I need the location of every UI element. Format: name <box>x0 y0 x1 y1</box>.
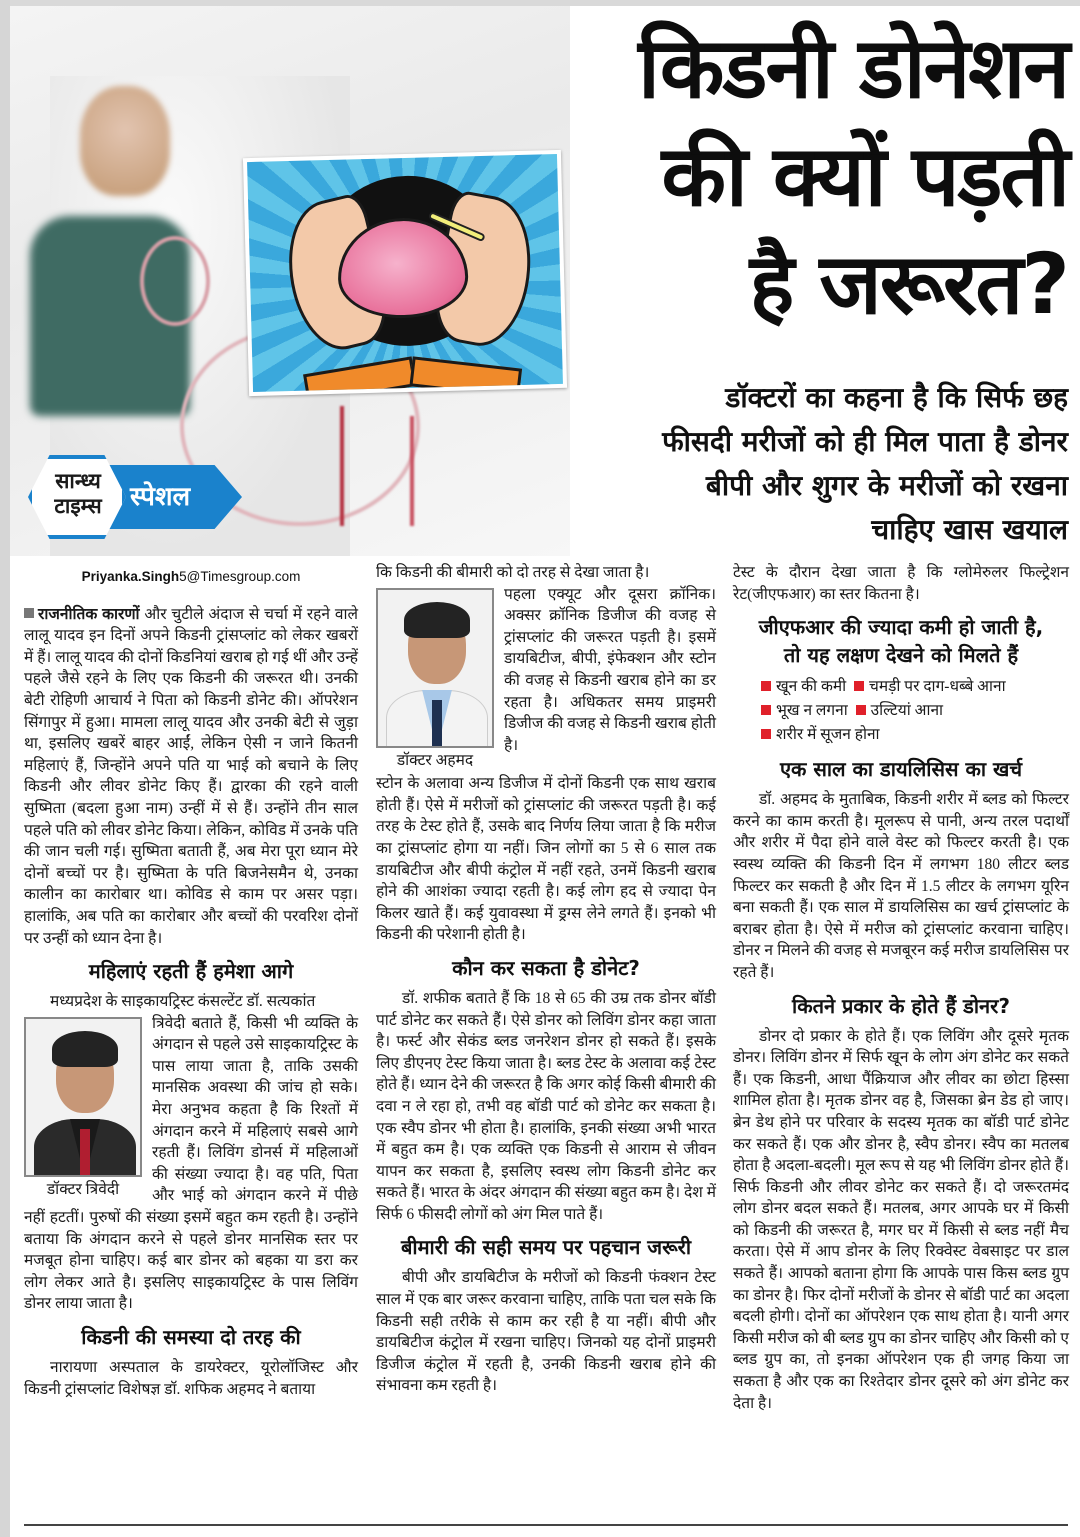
subhead-timely-diagnosis: बीमारी की सही समय पर पहचान जरूरी <box>400 1235 692 1260</box>
who-can-donate-paragraph: डॉ. शफीक बताते हैं कि 18 से 65 की उम्र तक डोनर बॉडी पार्ट डोनेट कर सकते हैं। ऐसे डोनर को लिविंग डोनर कहा जाता है। फर्स्ट और सेकंड ब्लड जनरेशन डोनर हो सकते हैं। इसके लिए डीएनए टेस्ट किया जाता है। ब्लड टेस्ट के अलावा कई टेस्ट होते हैं। ध्यान देने की जरूरत है कि अगर कोई किसी बीमारी की दवा न ले रहा हो, तभी वह बॉडी पार्ट को डोनेट कर सकता है। एक स्वैप डोनर भी होता है। हालांकि, इनकी संख्या अभी भारत में बहुत कम है। एक व्यक्ति एक किडनी से आराम से जीवन यापन कर सकता है, इसलिए स्वस्थ लोग किडनी डोनेट कर सकते हैं। भारत के अंदर अंगदान की संख्या बहुत कम है। देश में सिर्फ 6 फीसदी लोगों को अंग मिल पाते हैं। <box>376 989 716 1223</box>
headline-line: की क्यों पड़ती <box>661 127 1068 225</box>
deck-line: चाहिए खास खयाल <box>871 513 1068 546</box>
symptom-item: उल्टियां आना <box>870 702 944 720</box>
symptom-item: खून की कमी <box>776 678 847 696</box>
photo-hair <box>52 1031 118 1067</box>
symptom-item: शरीर में सूजन होना <box>776 726 880 744</box>
subhead-gfr-symptoms <box>733 613 1069 669</box>
subhead-donor-types: कितने प्रकार के होते हैं डोनर? <box>792 993 1010 1018</box>
subhead-kidney-problem-types: किडनी की समस्या दो तरह की <box>81 1325 301 1349</box>
symptom-item: भूख न लगना <box>776 702 848 720</box>
sandhya-times-special-badge <box>26 451 236 543</box>
doctor-trivedi-photo <box>24 1017 142 1177</box>
psychiatrist-intro: मध्यप्रदेश के साइकायट्रिस्ट कंसल्टेंट डॉ. सत्यकांत <box>50 993 316 1011</box>
deck-line: डॉक्टरों का कहना है कि सिर्फ छह <box>725 381 1068 414</box>
badge-brand-logo <box>36 469 120 519</box>
photo-caption: डॉक्टर त्रिवेदी <box>46 1180 120 1198</box>
blood-line-icon <box>410 416 414 526</box>
article-column-1 <box>24 562 358 1400</box>
subhead-women-ahead: महिलाएं रहती हैं हमेशा आगे <box>88 959 294 984</box>
doctor-ahmed-photo-block <box>376 588 494 772</box>
acute-chronic-paragraph: पहला एक्यूट और दूसरा क्रॉनिक। अक्सर क्रॉनिक डिजीज की वजह से ट्रांसप्लांट की जरूरत पड़ती है। इसमें डायबिटीज, बीपी, इंफेक्शन और स्टोन की वजह से किडनी खराब होने का डर रहता है। अधिकतर समय प्राइमरी डिजीज की वजह से किडनी खराब होती है। <box>504 585 716 754</box>
article-column-2 <box>376 562 716 1397</box>
badge-brand-line1: सान्ध्य <box>55 469 101 493</box>
photo-tie <box>80 1129 90 1177</box>
headline-line: किडनी डोनेशन <box>638 19 1068 117</box>
right-sleeve-icon <box>409 356 522 392</box>
lead-bold-text: राजनीतिक कारणों <box>38 605 140 623</box>
lead-paragraph <box>24 604 358 950</box>
deck-line: बीपी और शुगर के मरीजों को रखना <box>705 469 1068 502</box>
left-sleeve-icon <box>303 356 416 392</box>
red-square-bullet-icon <box>854 681 864 691</box>
red-square-bullet-icon <box>856 705 866 715</box>
subhead-line: जीएफआर की ज्यादा कमी हो जाती है, <box>758 615 1044 640</box>
red-square-bullet-icon <box>761 681 771 691</box>
subhead-dialysis-cost: एक साल का डायलिसिस का खर्च <box>779 757 1023 782</box>
symptoms-list <box>761 675 1069 747</box>
article-column-3 <box>733 562 1069 1414</box>
deck-subtitle <box>548 376 1068 552</box>
headline <box>528 14 1068 338</box>
headline-line: है जरूरत? <box>749 235 1068 333</box>
donor-types-paragraph: डोनर दो प्रकार के होते हैं। एक लिविंग और दूसरे मृतक डोनर। लिविंग डोनर में सिर्फ खून के लोग अंग डोनेट कर सकते हैं। एक किडनी, आधा पैंक्रियाज और लीवर का छोटा हिस्सा शामिल होता है। मृतक डोनर वह है, जिसका ब्रेन डेड हो जाए। ब्रेन डेथ होने पर परिवार के सदस्य मृतक का बॉडी पार्ट डोनेट कर सकते हैं। एक और डोनर है, स्वैप डोनर। स्वैप का मतलब होता है अदला-बदली। मूल रूप से यह भी लिविंग डोनर होते हैं। सिर्फ किडनी और लीवर डोनेट कर सकते हैं। दो जरूरतमंद लोग डोनर बदल सकते हैं। मतलब, अगर आपके घर में किसी को किडनी की जरूरत है, मगर घर में किसी से ब्लड नहीं मैच करता। ऐसे में आप डोनर के लिए रिक्वेस्ट वेबसाइट पर डाल सकते हैं। आपको बताना होगा कि आपके पास किस ब्लड ग्रुप का डोनर है। फिर दोनों मरीजों के डोनर से बॉडी पार्ट का अदला बदली होगी। दोनों का ऑपरेशन एक साथ होता है। यानी अगर किसी मरीज को बी ब्लड ग्रुप का डोनर चाहिए और किसी को ए ब्लड ग्रुप का, तो इनका ऑपरेशन एक ही जगह किया जा सकता है और एक का रिश्तेदार डोनर दूसरे को अंग डोनेट कर देता है। <box>733 1027 1069 1412</box>
lead-text: और चुटीले अंदाज से चर्चा में रहने वाले लालू यादव इन दिनों अपने किडनी ट्रांसप्लांट को लेकर खबरों में हैं। लालू यादव की दोनों किडनियां खराब हो गई थीं और उन्हें पहले जैसे रहने के लिए एक किडनी की जरूरत थी। उनकी बेटी रोहिणी आचार्य ने पिता को किडनी डोनेट की। ऑपरेशन सिंगापुर में हुआ। मामला लालू यादव और उनकी बेटी से जुड़ा था, इसलिए खबरें बाहर आईं, लेकिन ऐसी न जाने कितनी महिलाएं हैं, जिन्होंने अपने पति या भाई को बचाने के लिए किडनी और लीवर डोनेट किए हैं। द्वारका की रहने वाली सुष्मिता (बदला हुआ नाम) उन्हीं में से हैं। उन्होंने तीन साल पहले पति को लीवर डोनेट किया। लेकिन, कोविड में उनके पति की जान चली गई। सुष्मिता बताती हैं, अब मेरा पूरा ध्यान मेरे दोनों बच्चों पर है। सुष्मिता के पति बिजनेसमैन थे, उनका कालीन का कारोबार था। कोविड से काम पर असर पड़ा। हालांकि, अब पति का कारोबार और बच्चों की परवरिश दोनों पर उन्हीं को ध्यान देना है। <box>24 605 358 947</box>
doctor-trivedi-photo-block <box>24 1017 142 1201</box>
badge-special-label: स्पेशल <box>130 482 191 512</box>
kidney-disease-intro: कि किडनी की बीमारी को दो तरह से देखा जाता है। <box>376 564 650 581</box>
bottom-divider <box>24 1524 1068 1526</box>
subhead-line: तो यह लक्षण देखने को मिलते हैं <box>783 643 1019 668</box>
red-square-bullet-icon <box>761 729 771 739</box>
byline <box>24 566 358 588</box>
patient-head-shape <box>80 86 170 196</box>
badge-brand-line2: टाइम्स <box>54 494 102 518</box>
urologist-intro: नारायणा अस्पताल के डायरेक्टर, यूरोलॉजिस्ट और किडनी ट्रांसप्लांट विशेषज्ञ डॉ. शफिक अहमद ने बताया <box>24 1359 358 1398</box>
dialysis-cost-paragraph: डॉ. अहमद के मुताबिक, किडनी शरीर में ब्लड को फिल्टर करने का काम करती है। मूलरूप से पानी, अन्य तरल पदार्थों और शरीर में पैदा होने वाले वेस्ट को फिल्टर करती है। एक स्वस्थ व्यक्ति की किडनी दिन में लगभग 180 लीटर ब्लड फिल्टर कर सकती है और दिन में 1.5 लीटर के लगभग यूरिन बना सकती हैं। एक साल में डायलिसिस का खर्च ट्रांसप्लांट के बराबर होता है। ऐसे में मरीज को ट्रांसप्लांट करवाना चाहिए। डोनर न मिलने की वजह से मजबूरन कई मरीज डायलिसिस पर रहते हैं। <box>733 791 1069 981</box>
psychiatrist-paragraph: त्रिवेदी बताते हैं, किसी भी व्यक्ति के अंगदान से पहले उसे साइकायट्रिस्ट के पास लाया जाता है, ताकि उसकी मानसिक अवस्था की जांच हो सके। मेरा अनुभव कहता है कि रिश्तों में अंगदान करने में महिलाएं सबसे आगे रहती हैं। लिविंग डोनर्स में महिलाओं की संख्या ज्यादा है। वह पति, पिता और भाई को अंगदान करने में पीछे नहीं हटतीं। पुरुषों की संख्या इसमें बहुत कम रहती है। उन्होंने बताया कि अंगदान करने से पहले डोनर मानसिक स्तर पर मजबूत होना चाहिए। कई बार डोनर को बहका या डरा कर लोग लेकर आते है। इसलिए साइकायट्रिस्ट के पास लिविंग डोनर लाया जाता है। <box>24 1014 358 1313</box>
deck-line: फीसदी मरीजों को ही मिल पाता है डोनर <box>662 425 1068 458</box>
gfr-test-paragraph: टेस्ट के दौरान देखा जाता है कि ग्लोमेरुलर फिल्ट्रेशन रेट(जीएफआर) का स्तर कितना है। <box>733 564 1069 603</box>
symptoms-row <box>761 723 1069 747</box>
kidney-illustration-art <box>247 154 563 392</box>
subhead-who-can-donate: कौन कर सकता है डोनेट? <box>452 955 640 980</box>
timely-diagnosis-paragraph: बीपी और डायबिटीज के मरीजों को किडनी फंक्शन टेस्ट साल में एक बार जरूर करवाना चाहिए, ताकि पता चल सके कि किडनी सही तरीके से काम कर रही है या नहीं। बीपी और डायबिटीज कंट्रोल में रखना चाहिए। जिनको यह दोनों प्राइमरी डिजीज कंट्रोल में रहती है, उनकी किडनी खराब होने की संभावना कम रहती है। <box>376 1269 716 1395</box>
byline-name: Priyanka.Singh <box>81 569 180 584</box>
photo-caption: डॉक्टर अहमद <box>396 751 474 769</box>
photo-hair <box>404 602 470 638</box>
page-left-edge <box>0 0 10 1537</box>
transplant-need-paragraph: स्टोन के अलावा अन्य डिजीज में दोनों किडनी एक साथ खराब होती हैं। ऐसे में मरीजों को ट्रांसप्लांट की जरूरत पड़ती है। कई तरह के टेस्ट होते हैं, उसके बाद निर्णय लिया जाता है कि मरीज का ट्रांसप्लांट होगा या नहीं। जिन लोगों का 5 से 6 साल तक डायबिटीज और बीपी कंट्रोल में नहीं रहते, उनमें किडनी खराब होने की आशंका ज्यादा रहती है। कई लोग हद से ज्यादा पेन किलर खाते हैं। कई युवावस्था में ड्रग्स लेने लगते हैं। इनको भी किडनी की परेशानी होती है। <box>376 775 716 944</box>
symptom-item: चमड़ी पर दाग-धब्बे आना <box>869 678 1006 696</box>
red-square-bullet-icon <box>761 705 771 715</box>
symptoms-row <box>761 699 1069 723</box>
lead-marker-icon <box>24 608 34 618</box>
kidney-illustration <box>243 150 567 396</box>
byline-email-domain: 5@Timesgroup.com <box>179 569 301 584</box>
doctor-ahmed-photo <box>376 588 494 748</box>
dialysis-tube-icon <box>140 236 210 326</box>
photo-tie <box>432 700 442 748</box>
blood-line-icon <box>340 406 344 526</box>
symptoms-row <box>761 675 1069 699</box>
